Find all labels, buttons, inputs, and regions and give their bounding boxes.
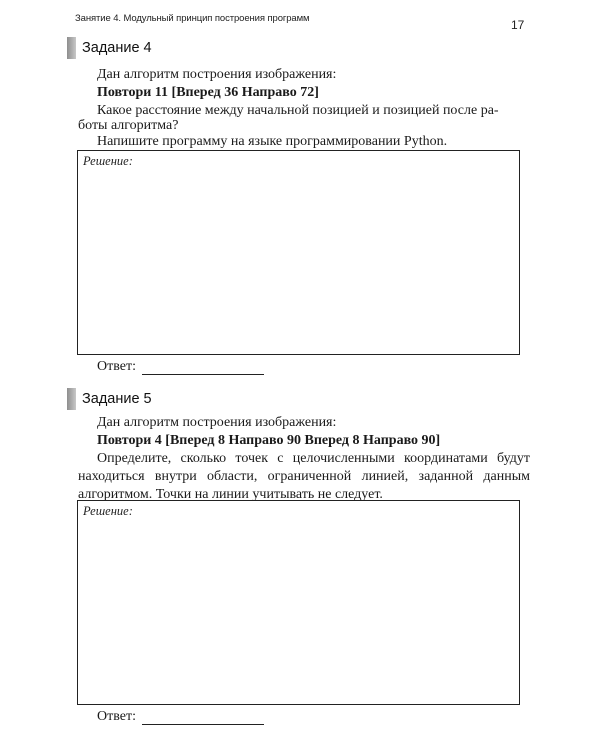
section-marker — [67, 388, 76, 410]
task5-solution-box[interactable] — [77, 500, 520, 705]
task4-solution-box[interactable] — [77, 150, 520, 355]
task4-title: Задание 4 — [82, 40, 152, 56]
running-header: Занятие 4. Модульный принцип построения программ — [75, 13, 310, 24]
task5-answer-blank[interactable] — [142, 710, 264, 725]
task4-answer-line[interactable] — [97, 359, 264, 375]
task5-algorithm: Повтори 4 [Вперед 8 Направо 90 Вперед 8 Направо 90] — [97, 433, 441, 448]
task4-solution-label: Решение: — [83, 154, 133, 168]
task4-heading — [67, 37, 267, 59]
task5-question: Определите, сколько точек с целочисленными координатами будут находиться внутри области, ограниченной линией, заданной данным алгоритмом. Точки на линии учитывать не следует. — [78, 451, 530, 502]
task4-intro: Дан алгоритм построения изображения: — [97, 67, 337, 82]
task4-answer-blank[interactable] — [142, 360, 264, 375]
task4-algorithm: Повтори 11 [Вперед 36 Направо 72] — [97, 85, 319, 100]
task5-heading — [67, 388, 267, 410]
task5-solution-label: Решение: — [83, 504, 133, 518]
task4-question-line1: Какое расстояние между начальной позицией и позицией после ра- — [97, 103, 499, 118]
task4-answer-label: Ответ: — [97, 359, 136, 374]
task4-question-line2: боты алгоритма? — [78, 118, 179, 133]
task4-instruction: Напишите программу на языке программировании Python. — [97, 134, 448, 149]
task5-intro: Дан алгоритм построения изображения: — [97, 415, 337, 430]
task5-answer-label: Ответ: — [97, 709, 136, 724]
page-number: 17 — [511, 18, 525, 32]
section-marker — [67, 37, 76, 59]
task5-answer-line[interactable] — [97, 709, 264, 725]
task5-title: Задание 5 — [82, 391, 152, 407]
